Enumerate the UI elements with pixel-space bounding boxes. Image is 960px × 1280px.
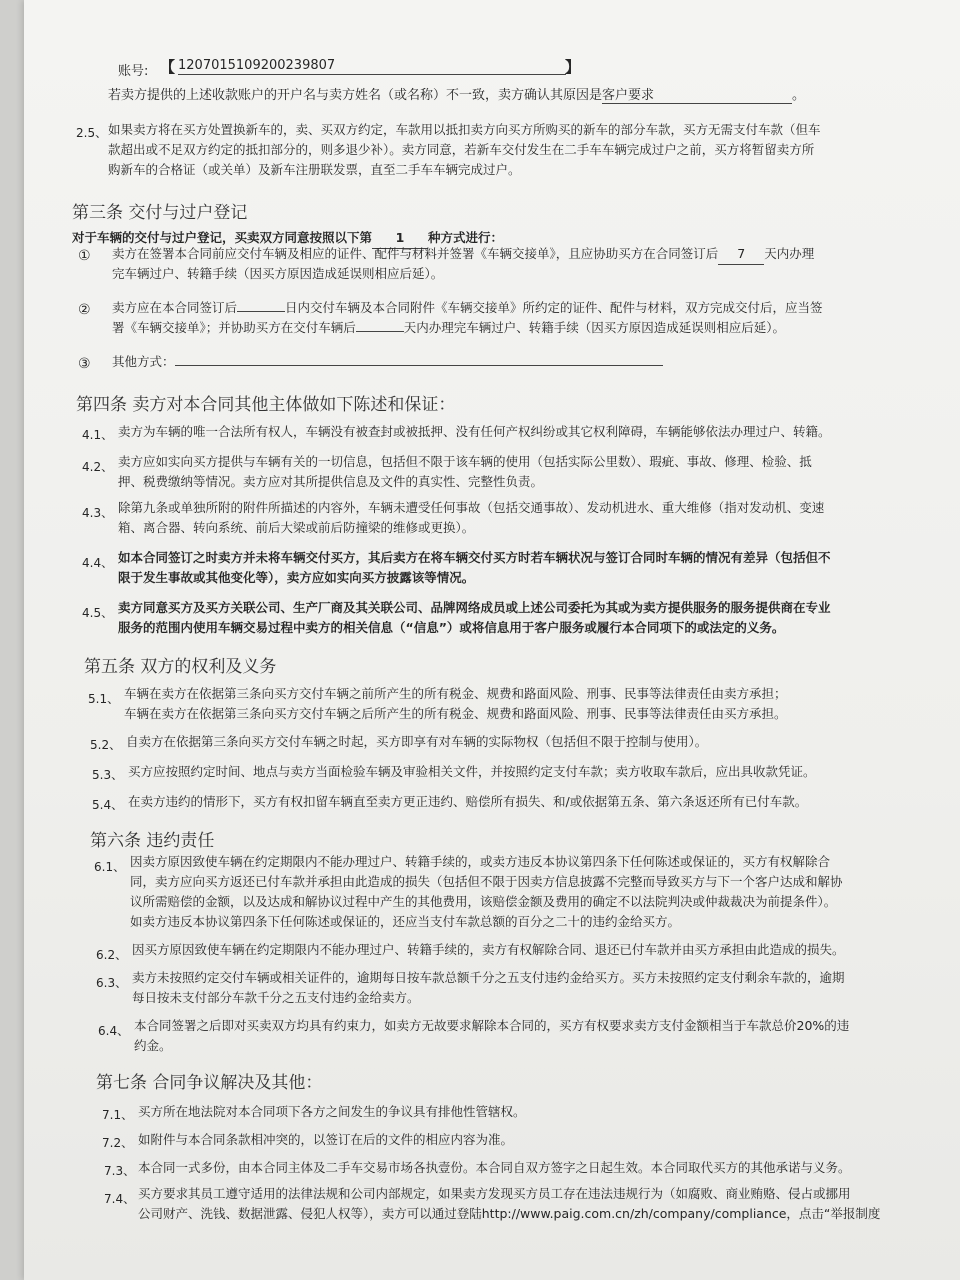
clause-7-1-number: 7.1、 xyxy=(102,1108,134,1122)
clause-4-2-line2: 押、税费缴纳等情况。卖方应对其所提供信息及文件的真实性、完整性负责。 xyxy=(118,474,544,489)
option-2-line1 xyxy=(112,298,823,318)
clause-6-1-line2: 同，卖方应向买方返还已付车款并承担由此造成的损失（包括但不限于因卖方信息披露不完整而导致买方与下一个客户达成和解协 xyxy=(130,874,843,889)
clause-4-5-line2: 服务的范围内使用车辆交易过程中卖方的相关信息（“信息”）或将信息用于客户服务或履行本合同项下的或法定的义务。 xyxy=(118,620,785,635)
clause-6-3-number: 6.3、 xyxy=(96,976,128,990)
reason-prefix: 若卖方提供的上述收款账户的开户名与卖方姓名（或名称）不一致，卖方确认其原因是 xyxy=(108,88,603,103)
option-1-line1 xyxy=(112,244,814,265)
clause-6-4-line1: 本合同签署之后即对买卖双方均具有约束力，如卖方无故要求解除本合同的，买方有权要求卖方支付金额相当于车款总价20%的违 xyxy=(134,1018,850,1033)
clause-5-2-text: 自卖方在依据第三条向买方交付车辆之时起，买方即享有对车辆的实际物权（包括但不限于控制与使用）。 xyxy=(126,734,708,749)
clause-6-1-line4: 如卖方违反本协议第四条下任何陈述或保证的，还应当支付车款总额的百分之二十的违约金给买方。 xyxy=(130,914,681,929)
clause-4-3-line1: 除第九条或单独所附的附件所描述的内容外，车辆未遭受任何事故（包括交通事故）、发动机进水、重大维修（指对发动机、变速 xyxy=(118,500,825,515)
clause-6-1-line3: 议所需赔偿的金额，以及达成和解协议过程中产生的其他费用，该赔偿金额及费用的确定不以法院判决或仲裁裁决为前提条件）。 xyxy=(130,894,837,909)
clause-6-3-line2: 每日按未支付部分车款千分之五支付违约金给卖方。 xyxy=(132,990,420,1005)
article-3-intro-a: 对于车辆的交付与过户登记，买卖双方同意按照以下第 xyxy=(72,230,373,245)
account-name-mismatch-reason xyxy=(108,84,805,104)
account-number: 1207015109200239807 xyxy=(178,58,566,75)
option-2-text-a: 卖方应在本合同签订后 xyxy=(112,300,238,315)
option-2-text-b: 日内交付车辆及本合同附件《车辆交接单》所约定的证件、配件与材料，双方完成交付后，应当签 xyxy=(285,300,823,315)
clause-5-1-line1: 车辆在卖方在依据第三条向买方交付车辆之前所产生的所有税金、规费和路面风险、刑事、民事等法律责任由卖方承担； xyxy=(124,686,787,701)
reason-value: 客户要求 xyxy=(602,84,792,104)
account-label: 账号: xyxy=(118,64,149,79)
clause-6-3-line1: 卖方未按照约定交付车辆或相关证件的，逾期每日按车款总额千分之五支付违约金给买方。买方未按照约定支付剩余车款的，逾期 xyxy=(132,970,845,985)
clause-4-4-line1: 如本合同签订之时卖方并未将车辆交付买方，其后卖方在将车辆交付买方时若车辆状况与签订合同时车辆的情况有差异（包括但不 xyxy=(118,550,831,565)
clause-6-4-line2: 约金。 xyxy=(134,1038,172,1053)
option-2-days-blank xyxy=(237,311,285,312)
option-1-line2: 完车辆过户、转籍手续（因买方原因造成延误则相应后延）。 xyxy=(112,266,444,281)
clause-6-2-text: 因买方原因致使车辆在约定期限内不能办理过户、转籍手续的，卖方有权解除合同、退还已付车款并由买方承担由此造成的损失。 xyxy=(132,942,845,957)
clause-2-5-number: 2.5、 xyxy=(76,126,108,140)
clause-7-2-number: 7.2、 xyxy=(102,1136,134,1150)
clause-4-5-number: 4.5、 xyxy=(82,606,114,620)
delivery-method-number: 1 xyxy=(372,228,428,249)
clause-6-1-line1: 因卖方原因致使车辆在约定期限内不能办理过户、转籍手续的，或卖方违反本协议第四条下任何陈述或保证的，买方有权解除合 xyxy=(130,854,831,869)
option-2-line2 xyxy=(112,318,785,338)
option-1-text-a: 卖方在签署本合同前应交付车辆及相应的证件、配件与材料并签署《车辆交接单》，且应协助买方在合同签订后 xyxy=(112,246,719,261)
option-1-mark: ① xyxy=(78,248,91,264)
option-2-mark: ② xyxy=(78,302,91,318)
clause-5-3-number: 5.3、 xyxy=(92,768,124,782)
clause-7-1-text: 买方所在地法院对本合同项下各方之间发生的争议具有排他性管辖权。 xyxy=(138,1104,526,1119)
option-2-text-d: 天内办理完车辆过户、转籍手续（因买方原因造成延误则相应后延）。 xyxy=(403,320,786,335)
option-1-days: 7 xyxy=(718,244,764,265)
clause-4-4-number: 4.4、 xyxy=(82,556,114,570)
clause-4-1-text: 卖方为车辆的唯一合法所有权人，车辆没有被查封或被抵押、没有任何产权纠纷或其它权利障碍，车辆能够依法办理过户、转籍。 xyxy=(118,424,831,439)
clause-2-5-line1: 如果卖方将在买方处置换新车的，卖、买双方约定，车款用以抵扣卖方向买方所购买的新车的部分车款，买方无需支付车款（但车 xyxy=(108,122,821,137)
clause-6-4-number: 6.4、 xyxy=(98,1024,130,1038)
clause-7-4-number: 7.4、 xyxy=(104,1192,136,1206)
article-3-intro-b: 种方式进行： xyxy=(428,230,504,245)
clause-4-5-line1: 卖方同意买方及买方关联公司、生产厂商及其关联公司、品牌网络成员或上述公司委托为其或为卖方提供服务的服务提供商在专业 xyxy=(118,600,831,615)
option-3-blank xyxy=(175,365,663,366)
clause-5-3-text: 买方应按照约定时间、地点与卖方当面检验车辆及审验相关文件，并按照约定支付车款；卖方收取车款后，应出具收款凭证。 xyxy=(128,764,816,779)
clause-4-3-number: 4.3、 xyxy=(82,506,114,520)
option-3-line xyxy=(112,352,663,372)
clause-7-4-line2: 公司财产、洗钱、数据泄露、侵犯人权等），卖方可以通过登陆http://www.paig.com.cn/zh/company/compliance，点击“举报制度 xyxy=(138,1206,881,1221)
option-3-label: 其他方式： xyxy=(112,354,175,369)
clause-5-4-number: 5.4、 xyxy=(92,798,124,812)
clause-7-4-line1: 买方要求其员工遵守适用的法律法规和公司内部规定，如果卖方发现买方员工存在违法违规行为（如腐败、商业贿赂、侵占或挪用 xyxy=(138,1186,851,1201)
article-6-title: 第六条 违约责任 xyxy=(90,831,215,851)
article-7-title: 第七条 合同争议解决及其他： xyxy=(96,1073,323,1093)
clause-4-2-number: 4.2、 xyxy=(82,460,114,474)
option-2-transfer-days-blank xyxy=(356,331,404,332)
clause-5-1-line2: 车辆在卖方在依据第三条向买方交付车辆之后所产生的所有税金、规费和路面风险、刑事、民事等法律责任由买方承担。 xyxy=(124,706,787,721)
clause-7-3-number: 7.3、 xyxy=(104,1164,136,1178)
article-4-title: 第四条 卖方对本合同其他主体做如下陈述和保证： xyxy=(76,395,456,415)
clause-2-5-line2: 款超出或不足双方约定的抵扣部分的，则多退少补）。卖方同意，若新车交付发生在二手车车辆完成过户之前，买方将暂留卖方所 xyxy=(108,142,815,157)
clause-7-3-text: 本合同一式多份，由本合同主体及二手车交易市场各执壹份。本合同自双方签字之日起生效。本合同取代买方的其他承诺与义务。 xyxy=(138,1160,851,1175)
clause-5-4-text: 在卖方违约的情形下，买方有权扣留车辆直至卖方更正违约、赔偿所有损失、和/或依据第五条、第六条返还所有已付车款。 xyxy=(128,794,808,809)
clause-4-3-line2: 箱、离合器、转向系统、前后大梁或前后防撞梁的维修或更换）。 xyxy=(118,520,475,535)
clause-2-5-line3: 购新车的合格证（或关单）及新车注册联发票，直至二手车车辆完成过户。 xyxy=(108,162,521,177)
article-3-title: 第三条 交付与过户登记 xyxy=(72,203,248,223)
clause-4-2-line1: 卖方应如实向买方提供与车辆有关的一切信息，包括但不限于该车辆的使用（包括实际公里数）、瑕疵、事故、修理、检验、抵 xyxy=(118,454,812,469)
option-1-text-b: 天内办理 xyxy=(764,246,815,261)
clause-4-4-line2: 限于发生事故或其他变化等），卖方应如实向买方披露该等情况。 xyxy=(118,570,475,585)
clause-5-2-number: 5.2、 xyxy=(90,738,122,752)
reason-suffix: 。 xyxy=(792,88,806,103)
article-5-title: 第五条 双方的权利及义务 xyxy=(84,657,277,677)
account-open-bracket: 【 xyxy=(160,58,176,76)
clause-4-1-number: 4.1、 xyxy=(82,428,114,442)
clause-5-1-number: 5.1、 xyxy=(88,692,120,706)
option-2-text-c: 署《车辆交接单》；并协助买方在交付车辆后 xyxy=(112,320,356,335)
clause-6-2-number: 6.2、 xyxy=(96,948,128,962)
clause-7-2-text: 如附件与本合同条款相冲突的，以签订在后的文件的相应内容为准。 xyxy=(138,1132,514,1147)
account-close-bracket: 】 xyxy=(565,58,581,76)
clause-6-1-number: 6.1、 xyxy=(94,860,126,874)
option-3-mark: ③ xyxy=(78,356,91,372)
